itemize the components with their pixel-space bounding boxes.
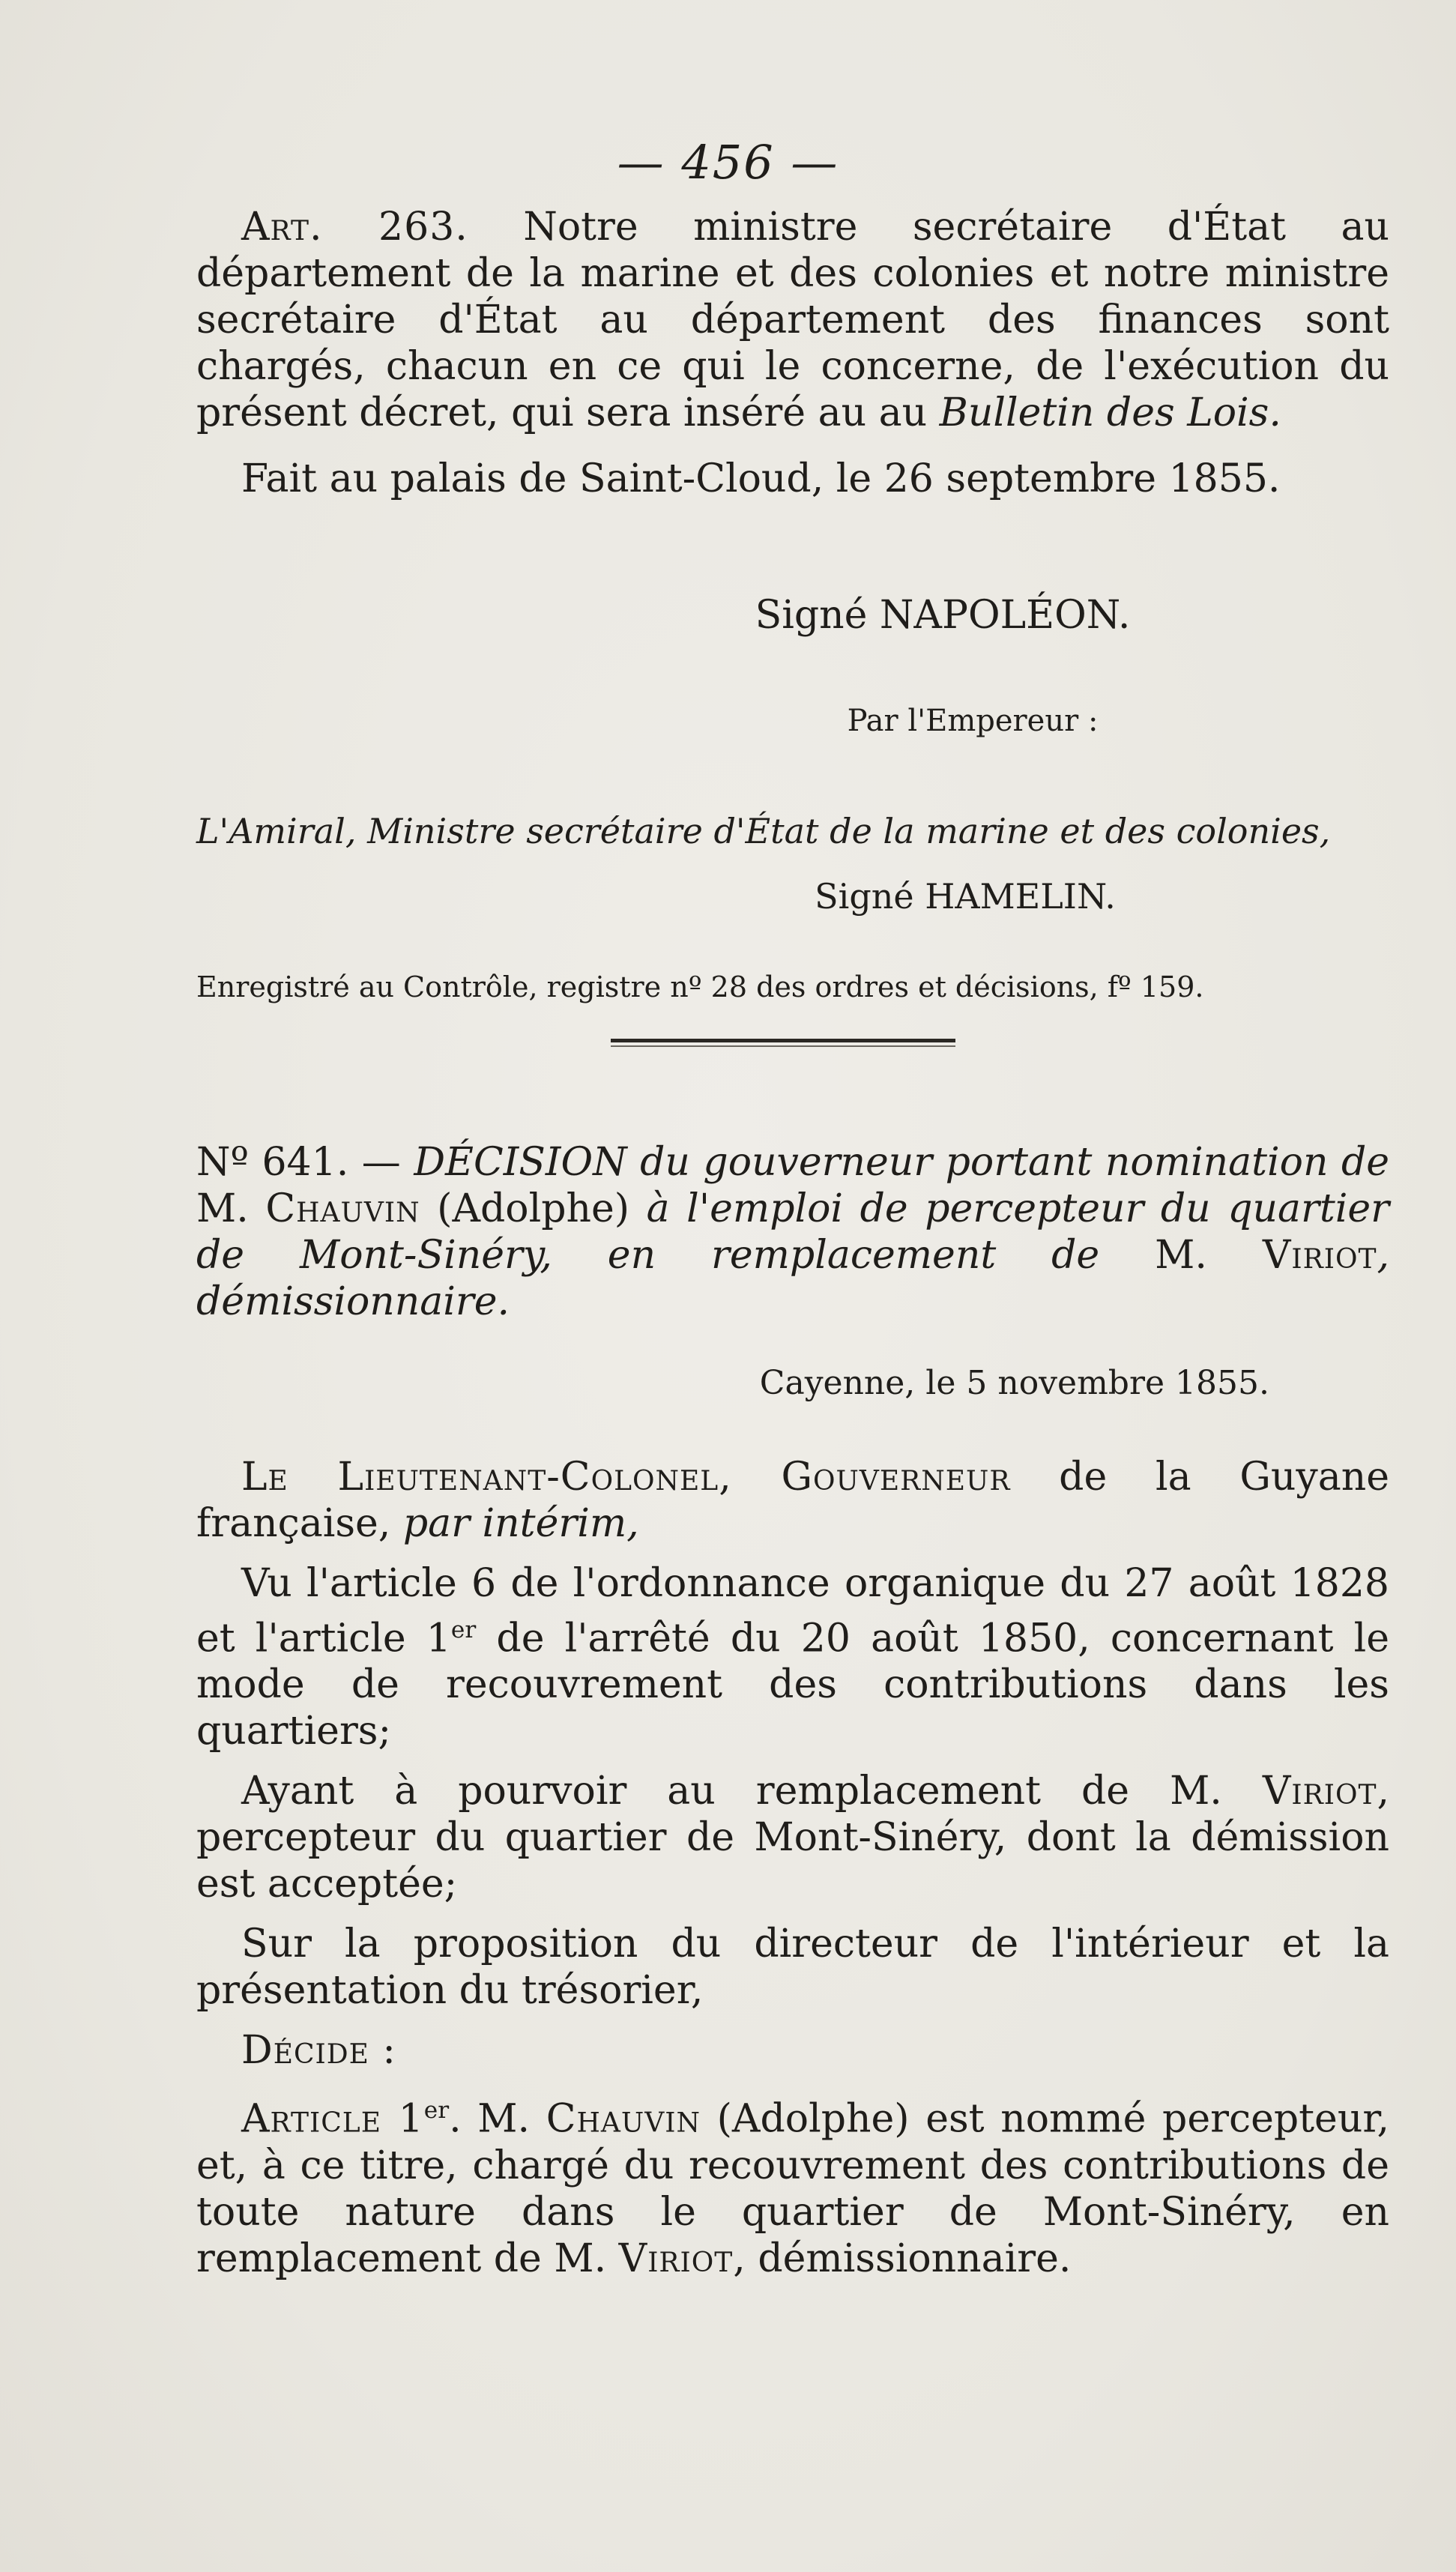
name-chauvin: Chauvin (265, 1186, 420, 1231)
decision-number: Nº 641. (196, 1140, 349, 1185)
article-1-paragraph: Article 1er. M. Chauvin (Adolphe) est nommé percepteur, et, à ce titre, chargé du recouvrement des contributions de toute nature dans le quartier de Mont-Sinéry, en remplacement de M. Viriot, démissionnaire. (196, 2096, 1389, 2281)
decision-heading: DÉCISION du gouverneur portant nomination de (414, 1140, 1390, 1185)
signature-hamelin: Signé HAMELIN. (815, 876, 1116, 917)
par-l-empereur: Par l'Empereur : (847, 704, 1099, 738)
section-divider (611, 1039, 955, 1042)
name-viriot: Viriot (1262, 1233, 1377, 1278)
decide-heading: Décide : (241, 2028, 396, 2074)
fait-au-palais: Fait au palais de Saint-Cloud, le 26 septembre 1855. (241, 456, 1281, 501)
sur-paragraph: Sur la proposition du directeur de l'intérieur et la présentation du trésorier, (196, 1922, 1389, 2014)
ayant-paragraph: Ayant à pourvoir au remplacement de M. Viriot, percepteur du quartier de Mont-Sinéry, dont la démission est acceptée; (196, 1769, 1389, 1907)
decision-body (196, 1454, 1389, 2295)
amiral-line: L'Amiral, Ministre secrétaire d'État de la marine et des colonies, (196, 811, 1331, 851)
enregistre-line: Enregistré au Contrôle, registre nº 28 des ordres et décisions, fº 159. (196, 970, 1204, 1003)
page-number: — 456 — (617, 135, 839, 190)
signature-napoleon: Signé NAPOLÉON. (755, 593, 1131, 638)
lieutenant-colonel-line: Le Lieutenant-Colonel, Gouverneur de la Guyane française, par intérim, (196, 1455, 1390, 1546)
article-263 (196, 204, 1389, 516)
vu-paragraph: Vu l'article 6 de l'ordonnance organique du 27 août 1828 et l'article 1er de l'arrêté du 20 août 1850, concernant le mode de recouvrement des contributions dans les quartiers; (196, 1561, 1390, 1754)
cayenne-date: Cayenne, le 5 novembre 1855. (759, 1364, 1269, 1402)
article-263-label: Art. 263. (241, 205, 468, 250)
bulletin-des-lois: Bulletin des Lois. (939, 390, 1281, 435)
decision-title: Nº 641. — DÉCISION du gouverneur portant nomination de M. Chauvin (Adolphe) à l'emploi de percepteur du quartier de Mont-Sinéry, en remplacement de M. Viriot, démissionnaire. (196, 1140, 1390, 1324)
article-263-text: Notre ministre secrétaire d'État au département de la marine et des colonies et notre ministre secrétaire d'État au département des finances sont chargés, chacun en ce qui le concerne, de l'exécution du présent décret, qui sera inséré au au (196, 205, 1389, 435)
